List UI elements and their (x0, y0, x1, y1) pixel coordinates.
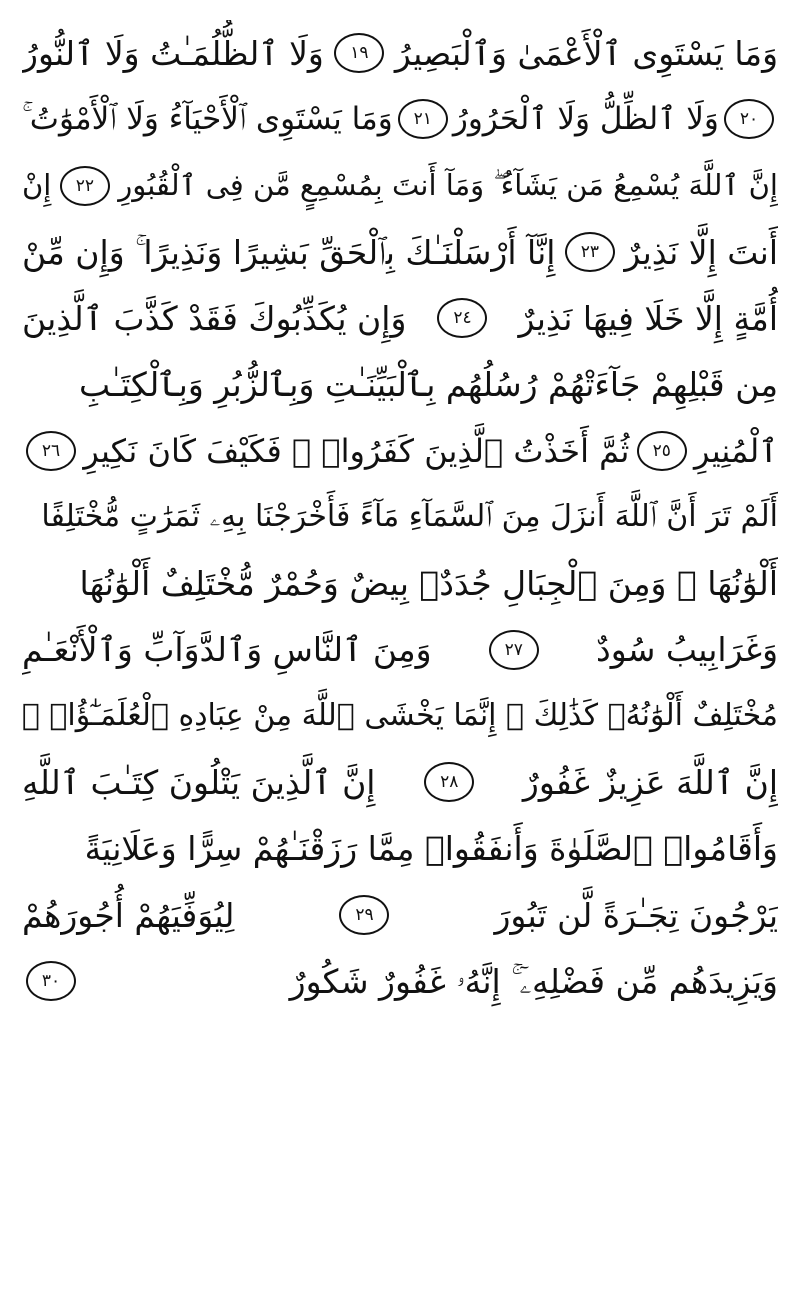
text-line (22, 749, 778, 815)
ayah-number-marker: ٢٣ (565, 232, 615, 272)
verse-text: وَغَرَابِيبُ سُودٌ (596, 630, 778, 670)
verse-text: وَمَا يَسْتَوِى ٱلْأَعْمَىٰ وَٱلْبَصِيرُ (394, 33, 778, 73)
text-line (22, 617, 778, 683)
verse-text: وَإِن يُكَذِّبُوكَ فَقَدْ كَذَّبَ ٱلَّذِينَ (22, 298, 407, 338)
text-line (22, 484, 778, 550)
verse-text: وَمِنَ ٱلنَّاسِ وَٱلدَّوَآبِّ وَٱلْأَنْعَـٰمِ (22, 630, 432, 670)
text-line (22, 550, 778, 616)
text-line (22, 882, 778, 948)
ayah-number-marker: ١٩ (334, 33, 384, 73)
verse-text: إِنَّ ٱللَّهَ يُسْمِعُ مَن يَشَآءُ ۖ وَمَآ أَنتَ بِمُسْمِعٍ مَّن فِى ٱلْقُبُورِ (118, 168, 778, 203)
verse-text: أَلَمْ تَرَ أَنَّ ٱللَّهَ أَنزَلَ مِنَ ٱلسَّمَآءِ مَآءً فَأَخْرَجْنَا بِهِۦ ثَمَرَٰتٍ مُّخْتَلِفًا (41, 499, 778, 535)
verse-text: وَأَقَامُوا۟ ٱلصَّلَوٰةَ وَأَنفَقُوا۟ مِمَّا رَزَقْنَـٰهُمْ سِرًّا وَعَلَانِيَةً (84, 829, 778, 869)
text-line (22, 86, 778, 152)
text-line (22, 153, 778, 219)
mushaf-page (22, 20, 778, 1280)
ayah-number-marker: ٢٦ (26, 431, 76, 471)
verse-text: إِنَّ ٱلَّذِينَ يَتْلُونَ كِتَـٰبَ ٱللَّهِ (22, 762, 376, 802)
ayah-number-marker: ٢٨ (424, 762, 474, 802)
verse-text: ثُمَّ أَخَذْتُ ٱلَّذِينَ كَفَرُوا۟ ۖ فَكَيْفَ كَانَ نَكِيرِ (83, 431, 630, 470)
ayah-number-marker: ٢٢ (60, 166, 110, 206)
text-line (22, 351, 778, 417)
verse-text: ٱلْمُنِيرِ (694, 431, 778, 470)
ayah-number-marker: ٢٥ (637, 431, 687, 471)
ayah-number-marker: ٣٠ (26, 961, 76, 1001)
verse-text: لِيُوَفِّيَهُمْ أُجُورَهُمْ (22, 895, 235, 935)
verse-text: يَرْجُونَ تِجَـٰرَةً لَّن تَبُورَ (494, 895, 778, 935)
ayah-number-marker: ٢٧ (489, 630, 539, 670)
verse-text: مُخْتَلِفٌ أَلْوَٰنُهُۥ كَذَٰلِكَ ۗ إِنَّمَا يَخْشَى ٱللَّهَ مِنْ عِبَادِهِ ٱلْعُلَمَـٰٓؤُا۟ ۗ (22, 698, 778, 734)
verse-text: وَلَا ٱلظِّلُّ وَلَا ٱلْحَرُورُ (452, 100, 719, 137)
text-line (22, 285, 778, 351)
text-line (22, 948, 778, 1014)
ayah-number-marker: ٢٩ (339, 895, 389, 935)
verse-text: مِن قَبْلِهِمْ جَآءَتْهُمْ رُسُلُهُم بِٱلْبَيِّنَـٰتِ وَبِٱلزُّبُرِ وَبِٱلْكِتَـٰبِ (79, 365, 778, 405)
text-line (22, 20, 778, 86)
text-line (22, 816, 778, 882)
verse-text: وَمَا يَسْتَوِى ٱلْأَحْيَآءُ وَلَا ٱلْأَمْوَٰتُ ۚ (22, 100, 393, 137)
text-line (22, 418, 778, 484)
text-line (22, 219, 778, 285)
verse-text: إِنَّآ أَرْسَلْنَـٰكَ بِٱلْحَقِّ بَشِيرًا وَنَذِيرًا ۚ وَإِن مِّنْ (22, 232, 556, 272)
verse-text: وَلَا ٱلظُّلُمَـٰتُ وَلَا ٱلنُّورُ (22, 33, 324, 73)
ayah-number-marker: ٢٠ (724, 99, 774, 139)
verse-text: أَلْوَٰنُهَا ۚ وَمِنَ ٱلْجِبَالِ جُدَدٌۢ بِيضٌ وَحُمْرٌ مُّخْتَلِفٌ أَلْوَٰنُهَا (79, 564, 778, 604)
text-line (22, 683, 778, 749)
verse-text: وَيَزِيدَهُم مِّن فَضْلِهِۦٓ ۚ إِنَّهُۥ غَفُورٌ شَكُورٌ (289, 961, 778, 1001)
ayah-number-marker: ٢٤ (437, 298, 487, 338)
verse-text: أُمَّةٍ إِلَّا خَلَا فِيهَا نَذِيرٌ (518, 298, 778, 338)
ayah-number-marker: ٢١ (398, 99, 448, 139)
verse-text: إِنَّ ٱللَّهَ عَزِيزٌ غَفُورٌ (522, 762, 778, 802)
verse-text: أَنتَ إِلَّا نَذِيرٌ (624, 232, 778, 272)
verse-text: إِنْ (22, 168, 52, 203)
